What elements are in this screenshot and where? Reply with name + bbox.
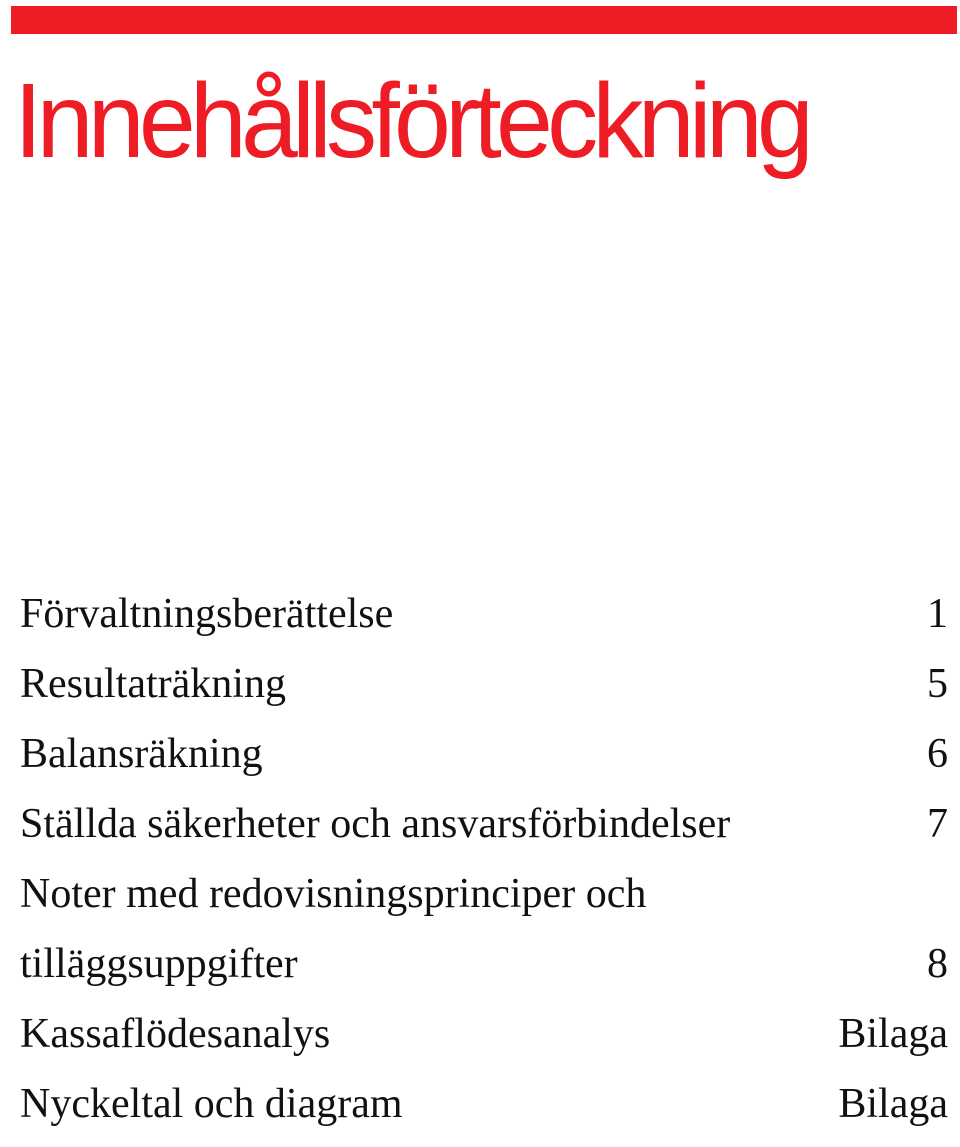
toc-entry (20, 579, 948, 649)
table-of-contents (20, 579, 948, 1139)
toc-entry-title: Noter med redovisningsprinciper och tilläggsuppgifter (20, 871, 647, 987)
toc-entry-page: 6 (927, 731, 948, 777)
toc-entry-title: Ställda säkerheter och ansvarsförbindelser (20, 801, 731, 847)
toc-entry-page: 5 (927, 661, 948, 707)
toc-entry (20, 859, 948, 999)
toc-entry (20, 719, 948, 789)
toc-entry-page: Bilaga (838, 1081, 948, 1127)
header-accent-bar (11, 6, 957, 34)
toc-entry-title: Förvaltningsberättelse (20, 591, 394, 637)
toc-entry-title: Nyckeltal och diagram (20, 1081, 403, 1127)
toc-entry-page: 8 (927, 941, 948, 987)
toc-entry (20, 999, 948, 1069)
toc-entry-title: Balansräkning (20, 731, 263, 777)
toc-entry-title: Resultaträkning (20, 661, 286, 707)
toc-entry-page: Bilaga (838, 1011, 948, 1057)
toc-entry (20, 789, 948, 859)
toc-entry-page: 7 (927, 801, 948, 847)
toc-entry (20, 1069, 948, 1139)
page-title: Innehållsförteckning (14, 62, 809, 180)
toc-entry-page: 1 (927, 591, 948, 637)
toc-entry (20, 649, 948, 719)
toc-entry-title: Kassaflödesanalys (20, 1011, 331, 1057)
